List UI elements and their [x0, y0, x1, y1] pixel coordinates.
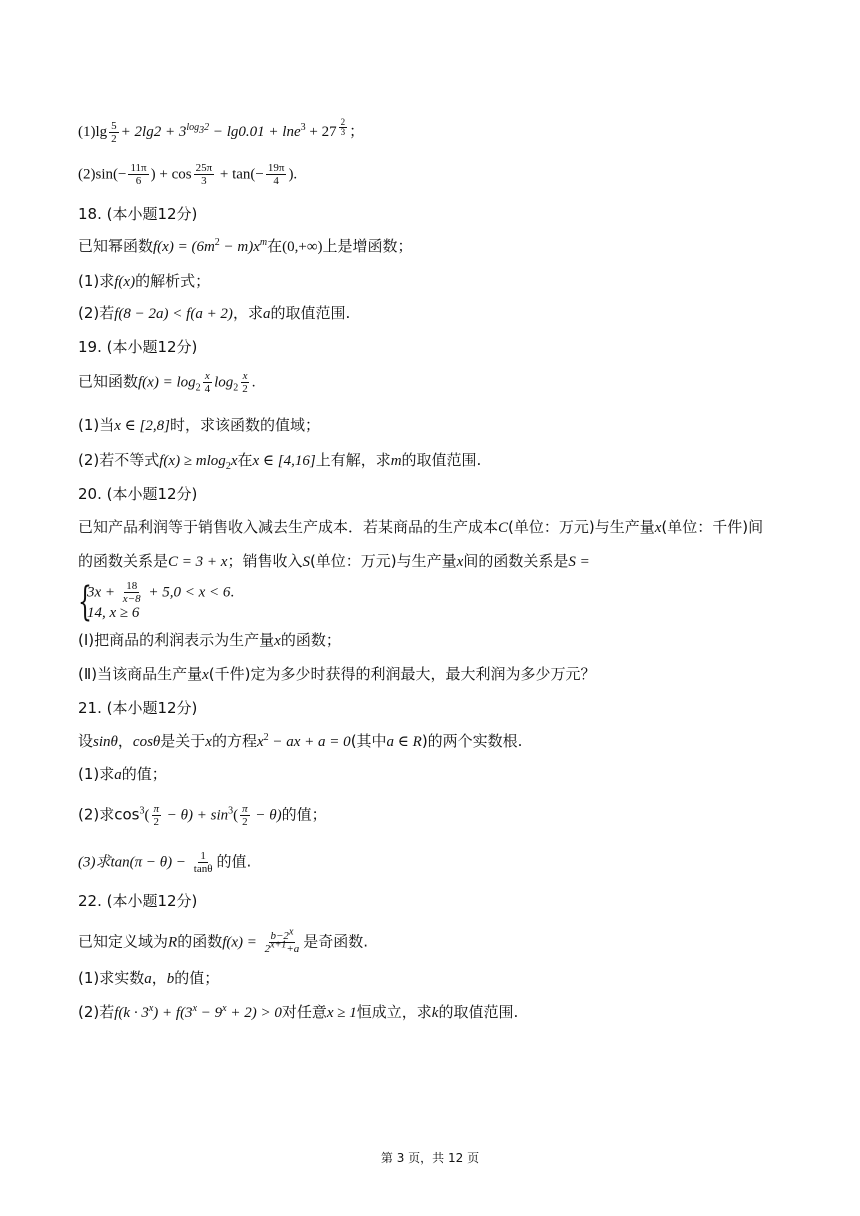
p21-header: 21. (本小题12分) [78, 699, 198, 717]
fraction: $\frac{\pi}{2}$ [153, 803, 160, 828]
p19-header: 19. (本小题12分) [78, 338, 198, 356]
p22-q1: (1)求实数a，b的值； [78, 969, 220, 987]
fraction: $\frac{x}{4}$ [204, 370, 211, 395]
p22-q2: (2)若$f(k \cdot 3^x) + f(3^x - 9^x + 2) > 0$对任意x ≥ 1恒成立，求k的取值范围. [78, 1003, 519, 1021]
p21-q1: (1)求a的值； [78, 765, 167, 783]
p21-stem: 设sinθ，cosθ是关于x的方程$x^2$ − ax + a = 0(其中a ∈ R)的两个实数根. [78, 732, 523, 750]
piecewise-case-1: 3x + $\frac{18}{x-8}$ + 5,0 < x < 6. [87, 580, 235, 605]
p19-q1: (1)当x ∈ [2,8]时，求该函数的值域； [78, 416, 320, 434]
p17-part2: (2)sin(− $\frac{11\pi}{6}$ ) + cos $\frac{25\pi}{3}$ + tan(− $\frac{19\pi}{4}$ ). [78, 162, 298, 187]
p20-q2: (Ⅱ)当该商品生产量x(千件)定为多少时获得的利润最大，最大利润为多少万元？ [78, 665, 596, 683]
piecewise-case-2: 14, x ≥ 6 [87, 605, 140, 621]
p18-q1: (1)求f(x)的解析式； [78, 272, 211, 290]
p21-q3: (3)求tan(π − θ) − $\frac{1}{\tan\theta}$ 的值. [78, 850, 252, 875]
p20-q1: (Ⅰ)把商品的利润表示为生产量x的函数； [78, 631, 341, 649]
fraction: $\frac{25\pi}{3}$ [195, 162, 213, 187]
fraction: $\frac{19\pi}{4}$ [267, 162, 285, 187]
page-footer: 第 3 页，共 12 页 [380, 1151, 480, 1165]
left-brace-icon: { [78, 579, 92, 625]
p18-header: 18. (本小题12分) [78, 205, 198, 223]
fraction: $\frac{\pi}{2}$ [242, 803, 248, 828]
p19-stem: 已知函数$f(x) = \log_2$ $\frac{x}{4}$ $\log_2$ $\frac{x}{2}$ . [78, 370, 256, 395]
p18-q2: (2)若f(8 − 2a) < f(a + 2)，求a的取值范围. [78, 304, 351, 322]
fraction: $\frac{5}{2}$ [111, 119, 117, 145]
fraction: $\frac{1}{\tan\theta}$ [193, 850, 213, 875]
p21-q2: (2)求$\cos^3$( $\frac{\pi}{2}$ − $\theta) + \sin^3$( $\frac{\pi}{2}$ − θ)的值； [78, 803, 327, 828]
fraction: $\frac{b-2^x}{2^{x+1}+a}$ [264, 926, 300, 955]
fraction: $\frac{11\pi}{6}$ [130, 162, 147, 187]
p19-q2: (2)若不等式f(x) ≥ mlog$_2$x在x ∈ [4,16]上有解，求m的取值范围. [78, 451, 482, 472]
p18-stem: 已知幂函数$f(x) = (6m^2 - m)x^m$在(0,+∞)上是增函数； [78, 237, 413, 255]
fraction: $\frac{x}{2}$ [242, 370, 248, 395]
p20-line1: 已知产品利润等于销售收入减去生产成本．若某商品的生产成本C(单位：万元)与生产量x(单位：千件)间 [78, 518, 764, 536]
p22-stem: 已知定义域为R的函数f(x) = $\frac{b-2^x}{2^{x+1}+a}$ 是奇函数. [78, 926, 369, 955]
p17-part1: (1)lg $\frac{5}{2}$ + $2\lg 2 + 3^{log_32} - \lg 0.01 + \ln e^3 + 27$ $^{\frac{2}{3}}$ ； [78, 117, 365, 145]
fraction: $\frac{18}{x-8}$ [122, 580, 141, 605]
fraction-exponent: 2 3 [340, 117, 346, 137]
p20-line2: 的函数关系是C = 3 + x；销售收入S(单位：万元)与生产量x间的函数关系是S = [78, 552, 590, 570]
p22-header: 22. (本小题12分) [78, 892, 198, 910]
p20-header: 20. (本小题12分) [78, 485, 198, 503]
